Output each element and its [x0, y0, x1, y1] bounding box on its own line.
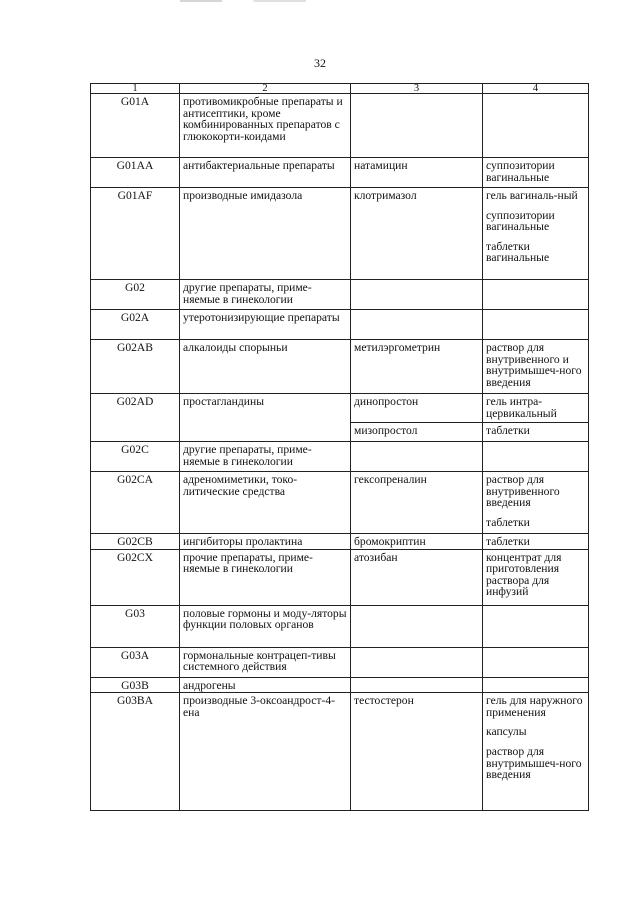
drug-name	[351, 394, 483, 442]
table-row	[91, 94, 589, 158]
table-header-row	[91, 84, 589, 94]
table-row	[91, 534, 589, 550]
atc-code: G02C	[91, 442, 180, 472]
dosage-forms	[483, 340, 589, 394]
table-row	[91, 188, 589, 280]
dosage-forms	[483, 188, 589, 280]
dosage-form: раствор для внутримышеч-ного введения	[486, 744, 582, 782]
group-name: противомикробные препараты и антисептики, кроме комбинированных препаратов с глюкокорти-коидами	[180, 94, 351, 158]
atc-code: G02	[91, 280, 180, 310]
drug-classification-table	[90, 83, 589, 811]
dosage-form: гель вагиналь-ный	[486, 189, 578, 202]
dosage-forms	[483, 605, 589, 647]
dosage-form: таблетки	[486, 515, 530, 529]
group-name: утеротонизирующие препараты	[180, 310, 351, 340]
dosage-form: таблетки	[486, 535, 530, 548]
group-name: антибактериальные препараты	[180, 158, 351, 188]
dosage-forms	[483, 677, 589, 693]
table-row	[91, 394, 589, 442]
drug-name	[351, 677, 483, 693]
dosage-forms	[483, 94, 589, 158]
table-row	[91, 677, 589, 693]
group-name: прочие препараты, приме-няемые в гинекологии	[180, 549, 351, 605]
atc-code: G02CX	[91, 549, 180, 605]
atc-code: G02CB	[91, 534, 180, 550]
dosage-form: раствор для внутривенного введения	[486, 473, 560, 510]
group-name: ингибиторы пролактина	[180, 534, 351, 550]
atc-code: G02AB	[91, 340, 180, 394]
atc-code: G02A	[91, 310, 180, 340]
group-name: половые гормоны и моду-ляторы функции половых органов	[180, 605, 351, 647]
dosage-form-secondary: таблетки	[483, 422, 588, 437]
dosage-forms	[483, 472, 589, 534]
table-row	[91, 549, 589, 605]
atc-code: G02CA	[91, 472, 180, 534]
atc-code: G03	[91, 605, 180, 647]
header-col-4: 4	[483, 84, 589, 94]
table-row	[91, 693, 589, 811]
drug-name	[351, 442, 483, 472]
group-name: производные 3-оксоандрост-4-ена	[180, 693, 351, 811]
drug-name: атозибан	[351, 549, 483, 605]
dosage-forms	[483, 693, 589, 811]
drug-name-primary: динопростон	[354, 395, 419, 408]
table-row	[91, 647, 589, 677]
group-name: простагландины	[180, 394, 351, 442]
atc-code: G01AA	[91, 158, 180, 188]
header-col-3: 3	[351, 84, 483, 94]
dosage-form: гель для наружного применения	[486, 694, 583, 719]
drug-name: бромокриптин	[351, 534, 483, 550]
dosage-forms	[483, 394, 589, 442]
dosage-form: таблетки вагинальные	[486, 239, 550, 265]
atc-code: G01AF	[91, 188, 180, 280]
drug-name: гексопреналин	[351, 472, 483, 534]
table-row	[91, 280, 589, 310]
table-row	[91, 472, 589, 534]
drug-name	[351, 280, 483, 310]
table-row	[91, 605, 589, 647]
atc-code: G03BA	[91, 693, 180, 811]
scan-artifact	[180, 0, 390, 2]
drug-name	[351, 94, 483, 158]
dosage-form: гель интра-цервикальный	[486, 395, 557, 420]
dosage-form: суппозитории вагинальные	[486, 159, 555, 184]
atc-code: G02AD	[91, 394, 180, 442]
dosage-form: суппозитории вагинальные	[486, 208, 555, 234]
page-number: 32	[314, 56, 326, 70]
group-name: адреномиметики, токо-литические средства	[180, 472, 351, 534]
header-col-2: 2	[180, 84, 351, 94]
group-name: алкалоиды спорыньи	[180, 340, 351, 394]
drug-name	[351, 310, 483, 340]
table-row	[91, 442, 589, 472]
dosage-form: капсулы	[486, 725, 527, 739]
table-row	[91, 340, 589, 394]
dosage-forms	[483, 280, 589, 310]
drug-name	[351, 605, 483, 647]
dosage-forms	[483, 442, 589, 472]
dosage-forms	[483, 534, 589, 550]
drug-name-secondary: мизопростол	[351, 422, 482, 437]
group-name: производные имидазола	[180, 188, 351, 280]
group-name: андрогены	[180, 677, 351, 693]
drug-name: клотримазол	[351, 188, 483, 280]
dosage-form: раствор для внутривенного и внутримышеч-ного введения	[486, 341, 582, 389]
dosage-forms	[483, 549, 589, 605]
group-name: гормональные контрацеп-тивы системного действия	[180, 647, 351, 677]
dosage-forms	[483, 310, 589, 340]
group-name: другие препараты, приме-няемые в гинекологии	[180, 280, 351, 310]
atc-code: G03B	[91, 677, 180, 693]
dosage-form: концентрат для приготовления раствора для инфузий	[486, 550, 562, 599]
table-row	[91, 310, 589, 340]
atc-code: G03A	[91, 647, 180, 677]
group-name: другие препараты, приме-няемые в гинекологии	[180, 442, 351, 472]
drug-name: метилэргометрин	[351, 340, 483, 394]
dosage-forms	[483, 158, 589, 188]
drug-name	[351, 647, 483, 677]
drug-name: тестостерон	[351, 693, 483, 811]
dosage-forms	[483, 647, 589, 677]
drug-name: натамицин	[351, 158, 483, 188]
atc-code: G01A	[91, 94, 180, 158]
table-row	[91, 158, 589, 188]
header-col-1: 1	[91, 84, 180, 94]
